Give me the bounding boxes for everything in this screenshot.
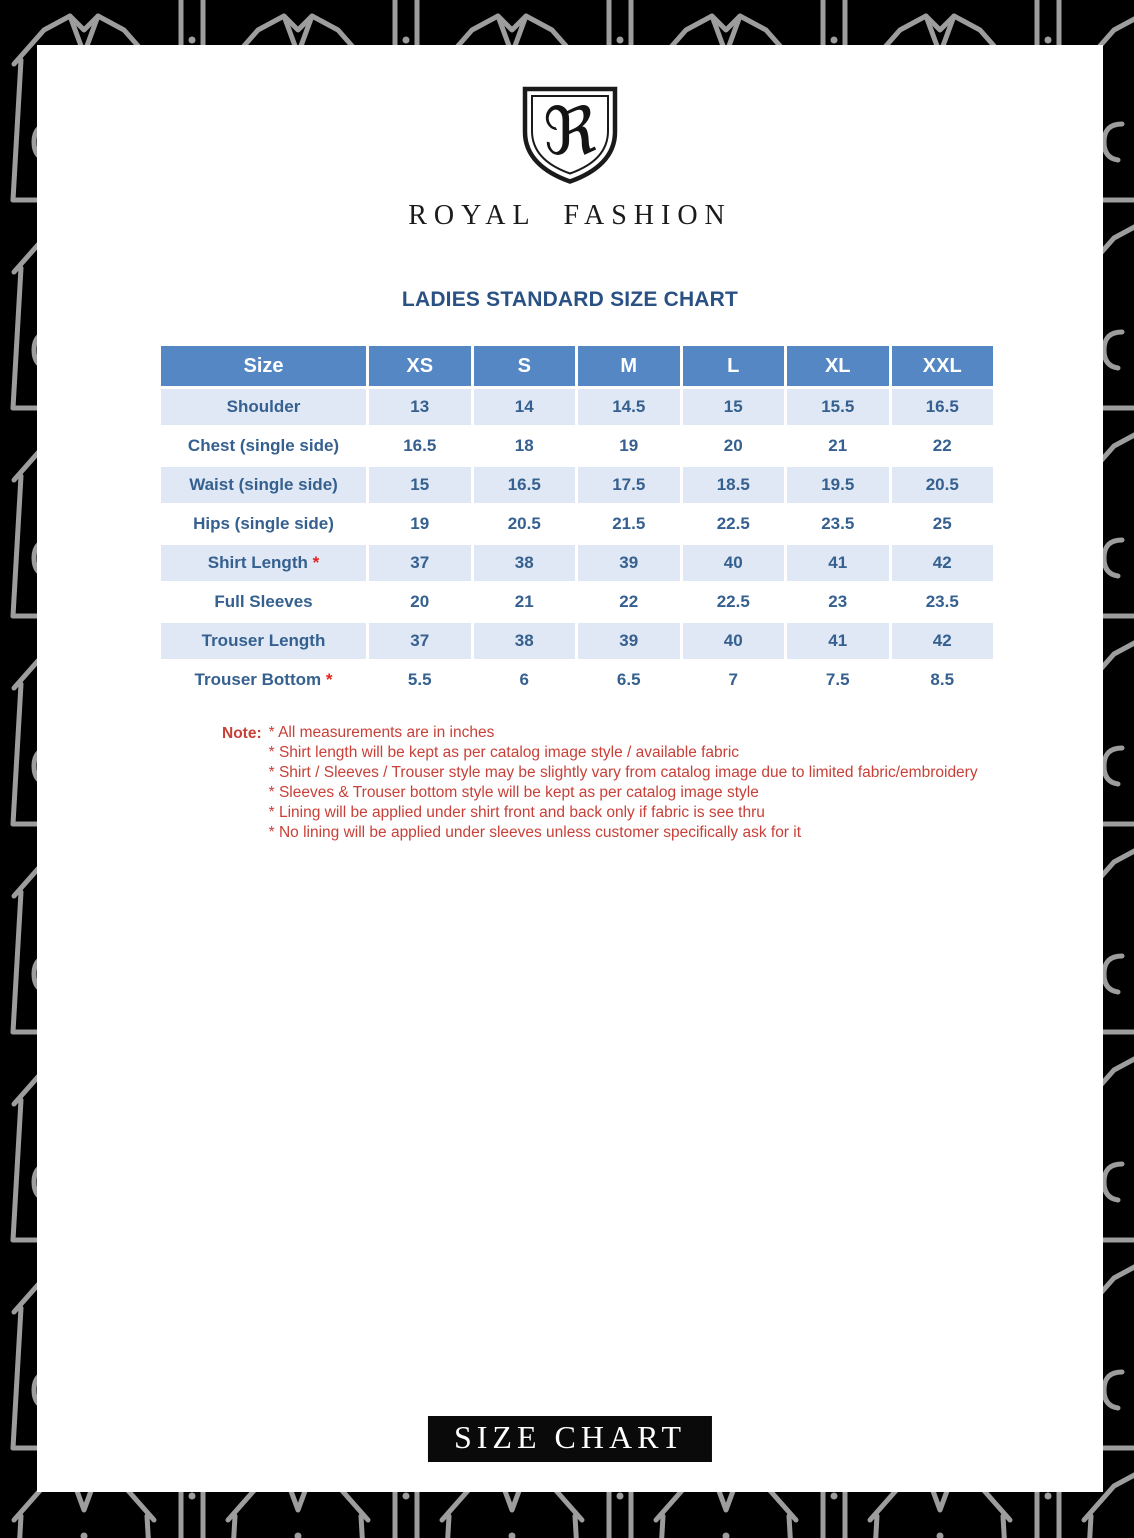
table-row	[161, 506, 993, 542]
size-value-cell: 14.5	[578, 389, 680, 425]
page-title: LADIES STANDARD SIZE CHART	[401, 288, 739, 311]
size-value-cell: 23	[787, 584, 889, 620]
column-header-xxl: XXL	[892, 346, 994, 386]
required-asterisk: *	[307, 553, 320, 572]
note-item: * No lining will be applied under sleeves unless customer specifically ask for it	[268, 824, 802, 841]
size-value-cell: 19	[369, 506, 471, 542]
size-value-cell: 17.5	[578, 467, 680, 503]
size-value-cell: 39	[578, 545, 680, 581]
column-header-xs: XS	[369, 346, 471, 386]
row-label: Shirt Length *	[161, 545, 366, 581]
column-header-xl: XL	[787, 346, 889, 386]
table-row	[161, 584, 993, 620]
size-value-cell: 13	[369, 389, 471, 425]
row-label: Trouser Length	[161, 623, 366, 659]
size-value-cell: 15	[683, 389, 785, 425]
size-value-cell: 25	[892, 506, 994, 542]
size-value-cell: 20.5	[474, 506, 576, 542]
size-value-cell: 38	[474, 545, 576, 581]
size-value-cell: 38	[474, 623, 576, 659]
brand-name: ROYAL FASHION	[408, 200, 732, 231]
size-value-cell: 41	[787, 623, 889, 659]
size-value-cell: 22	[892, 428, 994, 464]
note-item: * Sleeves & Trouser bottom style will be kept as per catalog image style	[268, 784, 759, 801]
size-value-cell: 16.5	[474, 467, 576, 503]
size-chart-banner: SIZE CHART	[428, 1416, 712, 1462]
note-item: * Shirt length will be kept as per catalog image style / available fabric	[268, 744, 740, 761]
size-value-cell: 6	[474, 662, 576, 698]
size-value-cell: 37	[369, 623, 471, 659]
row-label: Hips (single side)	[161, 506, 366, 542]
size-value-cell: 16.5	[892, 389, 994, 425]
size-value-cell: 23.5	[892, 584, 994, 620]
note-item: * Lining will be applied under shirt front and back only if fabric is see thru	[268, 804, 765, 821]
size-value-cell: 42	[892, 545, 994, 581]
size-value-cell: 21.5	[578, 506, 680, 542]
size-chart-header-row	[161, 346, 993, 386]
size-chart-table	[158, 343, 996, 701]
size-value-cell: 20.5	[892, 467, 994, 503]
table-row	[161, 662, 993, 698]
column-header-m: M	[578, 346, 680, 386]
note-label: Note:	[222, 725, 262, 742]
size-value-cell: 8.5	[892, 662, 994, 698]
required-asterisk: *	[321, 670, 333, 689]
size-value-cell: 41	[787, 545, 889, 581]
notes-list	[269, 725, 978, 845]
row-label: Trouser Bottom *	[161, 662, 366, 698]
row-label: Chest (single side)	[161, 428, 366, 464]
size-value-cell: 22	[578, 584, 680, 620]
row-label: Shoulder	[161, 389, 366, 425]
size-value-cell: 15.5	[787, 389, 889, 425]
size-value-cell: 22.5	[683, 584, 785, 620]
table-row	[161, 428, 993, 464]
size-value-cell: 37	[369, 545, 471, 581]
size-value-cell: 40	[683, 623, 785, 659]
size-value-cell: 5.5	[369, 662, 471, 698]
size-value-cell: 42	[892, 623, 994, 659]
size-chart-page	[37, 45, 1103, 1492]
size-value-cell: 21	[787, 428, 889, 464]
notes-section	[222, 725, 978, 845]
size-value-cell: 23.5	[787, 506, 889, 542]
size-value-cell: 6.5	[578, 662, 680, 698]
crest-letter: ℜ	[543, 93, 597, 170]
column-header-s: S	[474, 346, 576, 386]
royal-fashion-crest-icon	[518, 85, 622, 185]
size-value-cell: 19	[578, 428, 680, 464]
size-value-cell: 14	[474, 389, 576, 425]
column-header-size: Size	[161, 346, 366, 386]
size-value-cell: 15	[369, 467, 471, 503]
size-chart-body	[161, 389, 993, 698]
brand-header	[37, 85, 1103, 232]
table-row	[161, 389, 993, 425]
size-value-cell: 16.5	[369, 428, 471, 464]
column-header-l: L	[683, 346, 785, 386]
size-value-cell: 18.5	[683, 467, 785, 503]
size-value-cell: 22.5	[683, 506, 785, 542]
size-value-cell: 20	[683, 428, 785, 464]
row-label: Full Sleeves	[161, 584, 366, 620]
note-item: * Shirt / Sleeves / Trouser style may be slightly vary from catalog image due to limited fabric/embroidery	[268, 764, 978, 781]
size-value-cell: 21	[474, 584, 576, 620]
size-value-cell: 40	[683, 545, 785, 581]
table-row	[161, 467, 993, 503]
size-value-cell: 7	[683, 662, 785, 698]
size-value-cell: 7.5	[787, 662, 889, 698]
note-item: * All measurements are in inches	[268, 724, 495, 741]
size-value-cell: 20	[369, 584, 471, 620]
size-value-cell: 39	[578, 623, 680, 659]
table-row	[161, 545, 993, 581]
row-label: Waist (single side)	[161, 467, 366, 503]
table-row	[161, 623, 993, 659]
size-value-cell: 18	[474, 428, 576, 464]
size-value-cell: 19.5	[787, 467, 889, 503]
